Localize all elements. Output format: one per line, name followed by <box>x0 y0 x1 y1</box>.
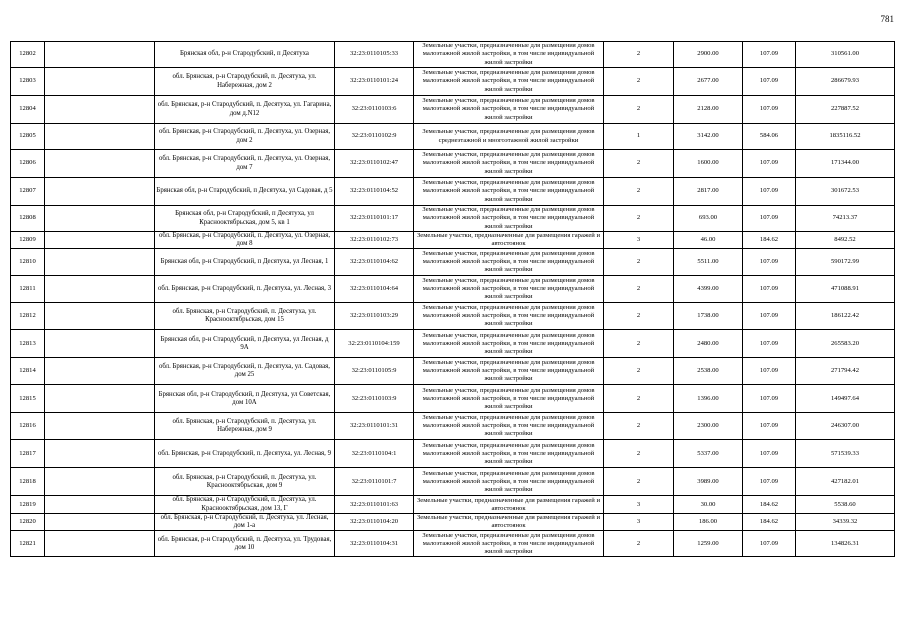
row-number-cell: 12812 <box>11 303 45 330</box>
land-use-cell: Земельные участки, предназначенные для размещения домов малоэтажной жилой застройки, в том числе индивидуальной жилой застройки <box>414 303 604 330</box>
address-cell: обл. Брянская, р-н Стародубский, п. Десятуха, ул. Красноoктябрьская, дом 15 <box>155 303 335 330</box>
blank-cell <box>45 124 155 150</box>
address-cell: обл. Брянская, р-н Стародубский, п. Десятуха, ул. Красноoктябрьская, дом 9 <box>155 468 335 496</box>
land-use-cell: Земельные участки, предназначенные для размещения гаражей и автостоянок <box>414 496 604 513</box>
cadastral-value-cell: 34339.32 <box>796 513 895 530</box>
cadastral-number-cell: 32:23:0110104:52 <box>335 178 414 206</box>
blank-cell <box>45 42 155 68</box>
cadastral-value-cell: 8492.52 <box>796 232 895 249</box>
address-cell: Брянская обл, р-н Стародубский, п Десятуха, ул Красноoктябрьская, дом 5, кв 1 <box>155 206 335 232</box>
group-cell: 3 <box>604 232 674 249</box>
specific-value-cell: 107.09 <box>743 42 796 68</box>
area-cell: 2677.00 <box>674 68 743 96</box>
row-number-cell: 12808 <box>11 206 45 232</box>
table-row <box>11 249 895 276</box>
address-cell: обл. Брянская, р-н Стародубский, п. Десятуха, ул. Красноoктябрьская, дом 13, Г <box>155 496 335 513</box>
table-row <box>11 96 895 124</box>
row-number-cell: 12810 <box>11 249 45 276</box>
group-cell: 2 <box>604 178 674 206</box>
land-use-cell: Земельные участки, предназначенные для размещения домов малоэтажной жилой застройки, в том числе индивидуальной жилой застройки <box>414 531 604 557</box>
address-cell: обл. Брянская, р-н Стародубский, п. Десятуха, ул. Озерная, дом 2 <box>155 124 335 150</box>
blank-cell <box>45 468 155 496</box>
blank-cell <box>45 496 155 513</box>
land-use-cell: Земельные участки, предназначенные для размещения домов малоэтажной жилой застройки, в том числе индивидуальной жилой застройки <box>414 413 604 440</box>
row-number-cell: 12805 <box>11 124 45 150</box>
cadastral-number-cell: 32:23:0110103:6 <box>335 96 414 124</box>
blank-cell <box>45 96 155 124</box>
blank-cell <box>45 178 155 206</box>
land-use-cell: Земельные участки, предназначенные для размещения домов малоэтажной жилой застройки, в том числе индивидуальной жилой застройки <box>414 330 604 358</box>
area-cell: 30.00 <box>674 496 743 513</box>
blank-cell <box>45 531 155 557</box>
cadastral-value-cell: 265583.20 <box>796 330 895 358</box>
table-row <box>11 513 895 530</box>
table-row <box>11 358 895 385</box>
specific-value-cell: 107.09 <box>743 206 796 232</box>
cadastral-value-cell: 286679.93 <box>796 68 895 96</box>
specific-value-cell: 107.09 <box>743 303 796 330</box>
table-row <box>11 232 895 249</box>
address-cell: Брянская обл, р-н Стародубский, п Десятуха, ул Садовая, д 5 <box>155 178 335 206</box>
cadastral-value-cell: 5538.60 <box>796 496 895 513</box>
row-number-cell: 12821 <box>11 531 45 557</box>
group-cell: 2 <box>604 96 674 124</box>
table-row <box>11 468 895 496</box>
group-cell: 2 <box>604 276 674 303</box>
blank-cell <box>45 330 155 358</box>
table-row <box>11 413 895 440</box>
cadastral-value-cell: 1835116.52 <box>796 124 895 150</box>
address-cell: обл. Брянская, р-н Стародубский, п. Десятуха, ул. Лесная, дом 1-а <box>155 513 335 530</box>
row-number-cell: 12807 <box>11 178 45 206</box>
land-use-cell: Земельные участки, предназначенные для размещения домов малоэтажной жилой застройки, в том числе индивидуальной жилой застройки <box>414 150 604 178</box>
area-cell: 1259.00 <box>674 531 743 557</box>
specific-value-cell: 107.09 <box>743 68 796 96</box>
address-cell: обл. Брянская, р-н Стародубский, п. Десятуха, ул. Трудовая, дом 10 <box>155 531 335 557</box>
land-use-cell: Земельные участки, предназначенные для размещения гаражей и автостоянок <box>414 513 604 530</box>
table-row <box>11 42 895 68</box>
area-cell: 46.00 <box>674 232 743 249</box>
group-cell: 2 <box>604 531 674 557</box>
cadastral-value-table <box>10 41 895 557</box>
table-row <box>11 531 895 557</box>
page-number: 781 <box>880 14 894 24</box>
specific-value-cell: 184.62 <box>743 496 796 513</box>
cadastral-value-cell: 186122.42 <box>796 303 895 330</box>
cadastral-value-cell: 571539.33 <box>796 440 895 468</box>
table-row <box>11 178 895 206</box>
cadastral-number-cell: 32:23:0110104:62 <box>335 249 414 276</box>
specific-value-cell: 107.09 <box>743 468 796 496</box>
cadastral-value-cell: 246307.00 <box>796 413 895 440</box>
area-cell: 2300.00 <box>674 413 743 440</box>
cadastral-value-cell: 310561.00 <box>796 42 895 68</box>
area-cell: 2900.00 <box>674 42 743 68</box>
blank-cell <box>45 413 155 440</box>
group-cell: 2 <box>604 249 674 276</box>
table-row <box>11 330 895 358</box>
land-use-cell: Земельные участки, предназначенные для размещения домов малоэтажной жилой застройки, в том числе индивидуальной жилой застройки <box>414 42 604 68</box>
area-cell: 4399.00 <box>674 276 743 303</box>
blank-cell <box>45 440 155 468</box>
specific-value-cell: 184.62 <box>743 232 796 249</box>
blank-cell <box>45 206 155 232</box>
table-body <box>11 42 895 557</box>
cadastral-value-cell: 427182.01 <box>796 468 895 496</box>
area-cell: 1396.00 <box>674 385 743 413</box>
address-cell: обл. Брянская, р-н Стародубский, п. Десятуха, ул. Лесная, 9 <box>155 440 335 468</box>
cadastral-value-cell: 149497.64 <box>796 385 895 413</box>
table-row <box>11 440 895 468</box>
cadastral-value-cell: 590172.99 <box>796 249 895 276</box>
area-cell: 2480.00 <box>674 330 743 358</box>
specific-value-cell: 107.09 <box>743 531 796 557</box>
blank-cell <box>45 303 155 330</box>
cadastral-value-cell: 301672.53 <box>796 178 895 206</box>
blank-cell <box>45 513 155 530</box>
cadastral-value-cell: 471088.91 <box>796 276 895 303</box>
land-use-cell: Земельные участки, предназначенные для размещения домов малоэтажной жилой застройки, в том числе индивидуальной жилой застройки <box>414 178 604 206</box>
row-number-cell: 12816 <box>11 413 45 440</box>
address-cell: обл. Брянская, р-н Стародубский, п. Десятуха, ул. Гагарина, дом д.N12 <box>155 96 335 124</box>
row-number-cell: 12813 <box>11 330 45 358</box>
row-number-cell: 12803 <box>11 68 45 96</box>
cadastral-number-cell: 32:23:0110101:17 <box>335 206 414 232</box>
group-cell: 2 <box>604 468 674 496</box>
row-number-cell: 12811 <box>11 276 45 303</box>
row-number-cell: 12820 <box>11 513 45 530</box>
group-cell: 3 <box>604 496 674 513</box>
area-cell: 5337.00 <box>674 440 743 468</box>
blank-cell <box>45 358 155 385</box>
specific-value-cell: 107.09 <box>743 249 796 276</box>
row-number-cell: 12818 <box>11 468 45 496</box>
table-row <box>11 150 895 178</box>
cadastral-number-cell: 32:23:0110101:63 <box>335 496 414 513</box>
cadastral-number-cell: 32:23:0110105:9 <box>335 358 414 385</box>
address-cell: обл. Брянская, р-н Стародубский, п. Десятуха, ул. Озерная, дом 7 <box>155 150 335 178</box>
land-use-cell: Земельные участки, предназначенные для размещения домов малоэтажной жилой застройки, в том числе индивидуальной жилой застройки <box>414 468 604 496</box>
specific-value-cell: 107.09 <box>743 178 796 206</box>
land-use-cell: Земельные участки, предназначенные для размещения домов малоэтажной жилой застройки, в том числе индивидуальной жилой застройки <box>414 96 604 124</box>
area-cell: 2817.00 <box>674 178 743 206</box>
group-cell: 2 <box>604 303 674 330</box>
table-row <box>11 303 895 330</box>
cadastral-value-cell: 227887.52 <box>796 96 895 124</box>
blank-cell <box>45 276 155 303</box>
land-use-cell: Земельные участки, предназначенные для размещения домов малоэтажной жилой застройки, в том числе индивидуальной жилой застройки <box>414 358 604 385</box>
blank-cell <box>45 68 155 96</box>
land-use-cell: Земельные участки, предназначенные для размещения домов малоэтажной жилой застройки, в том числе индивидуальной жилой застройки <box>414 440 604 468</box>
blank-cell <box>45 150 155 178</box>
cadastral-number-cell: 32:23:0110102:47 <box>335 150 414 178</box>
row-number-cell: 12814 <box>11 358 45 385</box>
specific-value-cell: 107.09 <box>743 385 796 413</box>
specific-value-cell: 107.09 <box>743 440 796 468</box>
row-number-cell: 12809 <box>11 232 45 249</box>
group-cell: 2 <box>604 42 674 68</box>
cadastral-value-cell: 134826.31 <box>796 531 895 557</box>
row-number-cell: 12817 <box>11 440 45 468</box>
specific-value-cell: 107.09 <box>743 96 796 124</box>
group-cell: 2 <box>604 330 674 358</box>
table-row <box>11 206 895 232</box>
group-cell: 2 <box>604 413 674 440</box>
cadastral-value-cell: 74213.37 <box>796 206 895 232</box>
specific-value-cell: 107.09 <box>743 330 796 358</box>
cadastral-number-cell: 32:23:0110105:33 <box>335 42 414 68</box>
cadastral-number-cell: 32:23:0110103:29 <box>335 303 414 330</box>
group-cell: 1 <box>604 124 674 150</box>
row-number-cell: 12806 <box>11 150 45 178</box>
area-cell: 3989.00 <box>674 468 743 496</box>
row-number-cell: 12815 <box>11 385 45 413</box>
address-cell: обл. Брянская, р-н Стародубский, п. Десятуха, ул. Набережная, дом 2 <box>155 68 335 96</box>
land-use-cell: Земельные участки, предназначенные для размещения гаражей и автостоянок <box>414 232 604 249</box>
blank-cell <box>45 385 155 413</box>
row-number-cell: 12819 <box>11 496 45 513</box>
cadastral-number-cell: 32:23:0110102:9 <box>335 124 414 150</box>
cadastral-number-cell: 32:23:0110103:9 <box>335 385 414 413</box>
land-use-cell: Земельные участки, предназначенные для размещения домов малоэтажной жилой застройки, в том числе индивидуальной жилой застройки <box>414 385 604 413</box>
group-cell: 3 <box>604 513 674 530</box>
area-cell: 693.00 <box>674 206 743 232</box>
group-cell: 2 <box>604 358 674 385</box>
cadastral-number-cell: 32:23:0110104:64 <box>335 276 414 303</box>
specific-value-cell: 184.62 <box>743 513 796 530</box>
blank-cell <box>45 232 155 249</box>
cadastral-number-cell: 32:23:0110101:24 <box>335 68 414 96</box>
address-cell: Брянская обл, р-н Стародубский, п Десятуха, ул Лесная, д 9А <box>155 330 335 358</box>
group-cell: 2 <box>604 440 674 468</box>
group-cell: 2 <box>604 150 674 178</box>
land-use-cell: Земельные участки, предназначенные для размещения домов малоэтажной жилой застройки, в том числе индивидуальной жилой застройки <box>414 249 604 276</box>
address-cell: обл. Брянская, р-н Стародубский, п. Десятуха, ул. Садовая, дом 25 <box>155 358 335 385</box>
cadastral-value-cell: 271794.42 <box>796 358 895 385</box>
address-cell: обл. Брянская, р-н Стародубский, п. Десятуха, ул. Озерная, дом 8 <box>155 232 335 249</box>
area-cell: 3142.00 <box>674 124 743 150</box>
cadastral-number-cell: 32:23:0110104:1 <box>335 440 414 468</box>
group-cell: 2 <box>604 68 674 96</box>
specific-value-cell: 584.06 <box>743 124 796 150</box>
row-number-cell: 12804 <box>11 96 45 124</box>
cadastral-number-cell: 32:23:0110104:159 <box>335 330 414 358</box>
address-cell: Брянская обл, р-н Стародубский, п Десятуха, ул Лесная, 1 <box>155 249 335 276</box>
specific-value-cell: 107.09 <box>743 150 796 178</box>
row-number-cell: 12802 <box>11 42 45 68</box>
cadastral-value-cell: 171344.00 <box>796 150 895 178</box>
group-cell: 2 <box>604 385 674 413</box>
land-use-cell: Земельные участки, предназначенные для размещения домов малоэтажной жилой застройки, в том числе индивидуальной жилой застройки <box>414 206 604 232</box>
cadastral-number-cell: 32:23:0110104:31 <box>335 531 414 557</box>
specific-value-cell: 107.09 <box>743 276 796 303</box>
table-row <box>11 124 895 150</box>
area-cell: 2538.00 <box>674 358 743 385</box>
table-row <box>11 276 895 303</box>
address-cell: обл. Брянская, р-н Стародубский, п. Десятуха, ул. Набережная, дом 9 <box>155 413 335 440</box>
area-cell: 186.00 <box>674 513 743 530</box>
area-cell: 5511.00 <box>674 249 743 276</box>
land-use-cell: Земельные участки, предназначенные для размещения домов малоэтажной жилой застройки, в том числе индивидуальной жилой застройки <box>414 276 604 303</box>
area-cell: 1600.00 <box>674 150 743 178</box>
address-cell: обл. Брянская, р-н Стародубский, п. Десятуха, ул. Лесная, 3 <box>155 276 335 303</box>
specific-value-cell: 107.09 <box>743 413 796 440</box>
blank-cell <box>45 249 155 276</box>
table-row <box>11 496 895 513</box>
area-cell: 2128.00 <box>674 96 743 124</box>
address-cell: Брянская обл, р-н Стародубский, п Десятуха <box>155 42 335 68</box>
area-cell: 1738.00 <box>674 303 743 330</box>
table-row <box>11 68 895 96</box>
cadastral-number-cell: 32:23:0110101:31 <box>335 413 414 440</box>
table-row <box>11 385 895 413</box>
group-cell: 2 <box>604 206 674 232</box>
cadastral-number-cell: 32:23:0110104:20 <box>335 513 414 530</box>
land-use-cell: Земельные участки, предназначенные для размещения домов среднеэтажной и многоэтажной жилой застройки <box>414 124 604 150</box>
cadastral-number-cell: 32:23:0110101:7 <box>335 468 414 496</box>
address-cell: Брянская обл, р-н Стародубский, п Десятуха, ул Советская, дом 10А <box>155 385 335 413</box>
cadastral-number-cell: 32:23:0110102:73 <box>335 232 414 249</box>
land-use-cell: Земельные участки, предназначенные для размещения домов малоэтажной жилой застройки, в том числе индивидуальной жилой застройки <box>414 68 604 96</box>
specific-value-cell: 107.09 <box>743 358 796 385</box>
